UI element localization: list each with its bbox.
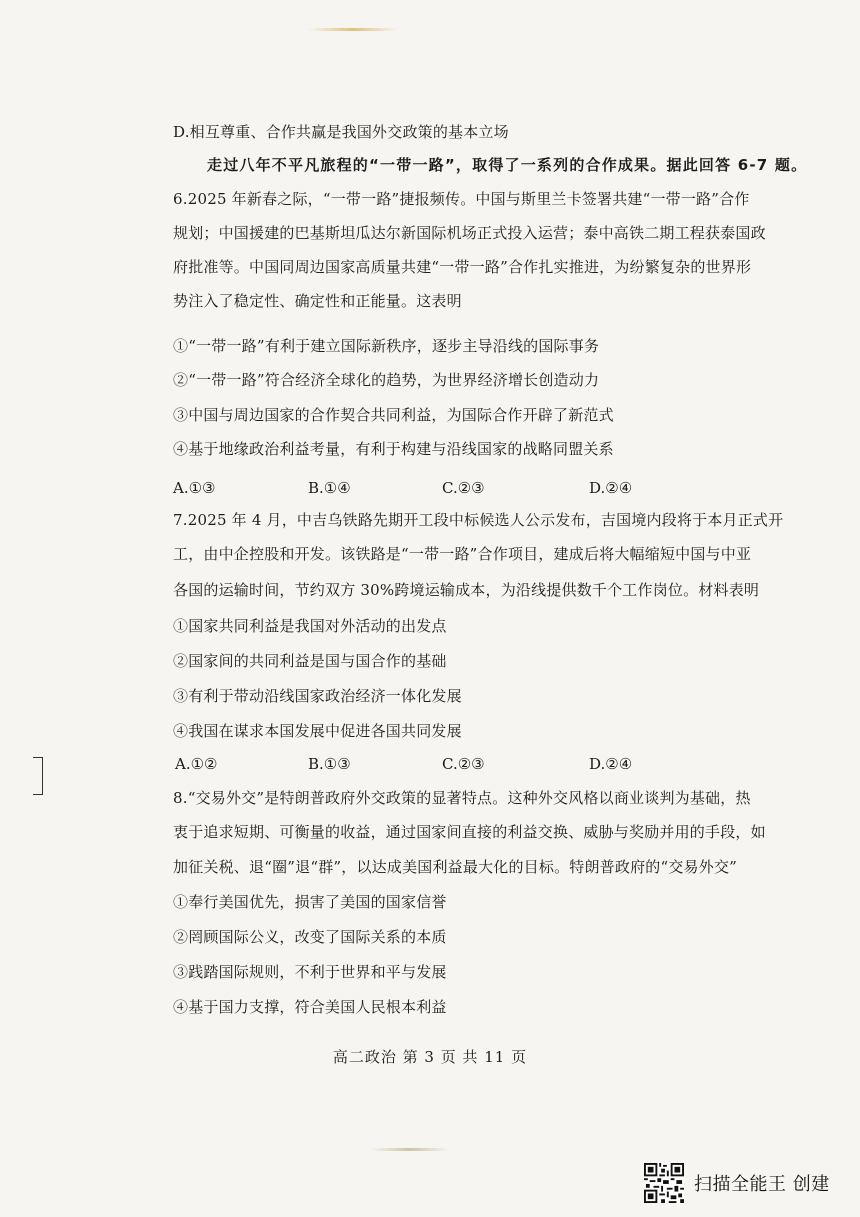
question-6-stem-1: 6.2025 年新春之际，“一带一路”捷报频传。中国与斯里兰卡签署共建“一带一路”合作 xyxy=(173,190,750,208)
question-7-stem-3: 各国的运输时间，节约双方 30%跨境运输成本，为沿线提供数千个工作岗位。材料表明 xyxy=(173,581,760,599)
option-d-line: D.相互尊重、合作共赢是我国外交政策的基本立场 xyxy=(173,123,509,141)
question-6-statement-1: ①“一带一路”有利于建立国际新秩序，逐步主导沿线的国际事务 xyxy=(173,337,600,355)
question-6-option-c: C.②③ xyxy=(442,479,485,497)
question-6-stem-4: 势注入了稳定性、确定性和正能量。这表明 xyxy=(173,292,462,310)
scan-mark-bottom xyxy=(370,1148,450,1151)
question-8-statement-1: ①奉行美国优先，损害了美国的国家信誉 xyxy=(173,893,447,911)
question-6-stem-2: 规划；中国援建的巴基斯坦瓜达尔新国际机场正式投入运营；泰中高铁二期工程获泰国政 xyxy=(173,224,766,242)
question-7-statement-2: ②国家间的共同利益是国与国合作的基础 xyxy=(173,652,447,670)
question-7-statement-1: ①国家共同利益是我国对外活动的出发点 xyxy=(173,617,447,635)
question-6-option-b: B.①④ xyxy=(308,479,351,497)
question-6-option-d: D.②④ xyxy=(589,479,633,497)
section-intro: 走过八年不平凡旅程的“一带一路”，取得了一系列的合作成果。据此回答 6-7 题。 xyxy=(207,156,808,174)
question-7-statement-3: ③有利于带动沿线国家政治经济一体化发展 xyxy=(173,687,462,705)
question-8-stem-3: 加征关税、退“圈”退“群”，以达成美国利益最大化的目标。特朗普政府的“交易外交” xyxy=(173,858,738,876)
question-6-statement-2: ②“一带一路”符合经济全球化的趋势，为世界经济增长创造动力 xyxy=(173,371,600,389)
question-7-stem-2: 工，由中企控股和开发。该铁路是“一带一路”合作项目，建成后将大幅缩短中国与中亚 xyxy=(173,545,752,563)
question-6-statement-4: ④基于地缘政治利益考量，有利于构建与沿线国家的战略同盟关系 xyxy=(173,440,614,458)
qr-code-icon xyxy=(644,1163,684,1203)
question-8-statement-3: ③践踏国际规则，不利于世界和平与发展 xyxy=(173,963,447,981)
scanner-watermark xyxy=(644,1163,830,1203)
page-footer: 高二政治 第 3 页 共 11 页 xyxy=(332,1048,528,1066)
scan-mark-top xyxy=(308,28,398,31)
question-8-stem-1: 8.“交易外交”是特朗普政府外交政策的显著特点。这种外交风格以商业谈判为基础，热 xyxy=(173,789,751,807)
question-7-option-b: B.①③ xyxy=(308,755,351,773)
question-8-stem-2: 衷于追求短期、可衡量的收益，通过国家间直接的利益交换、威胁与奖励并用的手段，如 xyxy=(173,823,766,841)
question-7-stem-1: 7.2025 年 4 月，中吉乌铁路先期开工段中标候选人公示发布，吉国境内段将于本月正式开 xyxy=(173,511,784,529)
question-6-statement-3: ③中国与周边国家的合作契合共同利益，为国际合作开辟了新范式 xyxy=(173,406,614,424)
question-7-statement-4: ④我国在谋求本国发展中促进各国共同发展 xyxy=(173,722,462,740)
binding-bracket xyxy=(33,757,43,795)
question-6-stem-3: 府批准等。中国同周边国家高质量共建“一带一路”合作扎实推进，为纷繁复杂的世界形 xyxy=(173,258,752,276)
question-7-option-c: C.②③ xyxy=(442,755,485,773)
question-6-option-a: A.①③ xyxy=(173,479,216,497)
question-7-option-d: D.②④ xyxy=(589,755,633,773)
question-7-option-a: A.①② xyxy=(175,755,218,773)
question-8-statement-2: ②罔顾国际公义，改变了国际关系的本质 xyxy=(173,928,447,946)
question-8-statement-4: ④基于国力支撑，符合美国人民根本利益 xyxy=(173,998,447,1016)
watermark-label: 扫描全能王 创建 xyxy=(694,1174,830,1195)
